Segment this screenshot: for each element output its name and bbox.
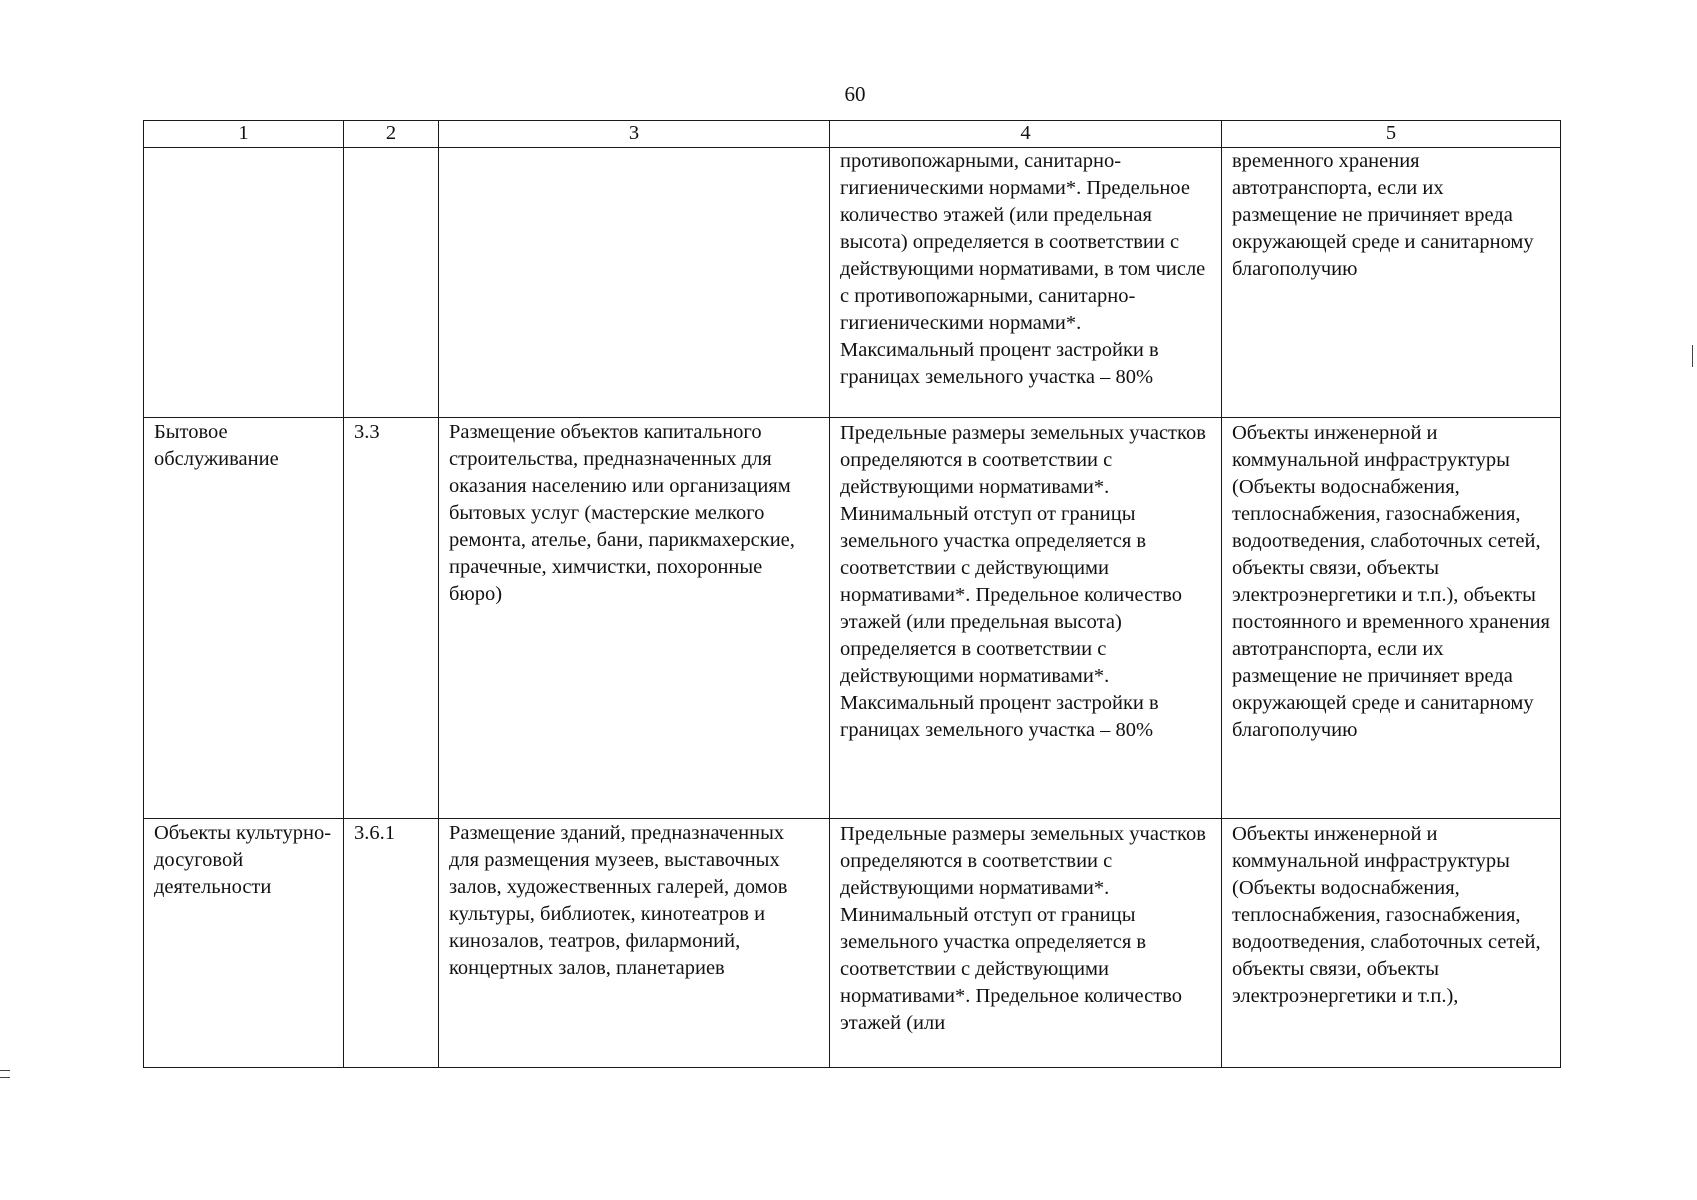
scan-edge-mark [1692, 345, 1697, 367]
use-description-cell: Размещение объектов капитального строительства, предназначенных для оказания населению или организациям бытовых услуг (мастерские мелкого ремонта, ателье, бани, парикмахерские, прачечные, химчистки, похоронные бюро) [439, 418, 830, 819]
page-number: 60 [844, 82, 866, 106]
table-header-row [144, 121, 1561, 148]
column-header-3: 3 [439, 121, 830, 148]
column-header-1: 1 [144, 121, 344, 148]
use-description-cell [439, 148, 830, 418]
table-row [144, 819, 1561, 1068]
land-use-table [143, 120, 1561, 1068]
use-description-cell: Размещение зданий, предназначенных для размещения музеев, выставочных залов, художественных галерей, домов культуры, библиотек, кинотеатров и кинозалов, театров, филармоний, концертных залов, планетариев [439, 819, 830, 1068]
parameters-cell: Предельные размеры земельных участков определяются в соответствии с действующими нормативами*. Минимальный отступ от границы земельного участка определяется в соответствии с действующими нормативами*. Предельное количество этажей (или предельная высота) определяется в соответствии с действующими нормативами*. Максимальный процент застройки в границах земельного участка – 80% [830, 418, 1222, 819]
auxiliary-uses-cell: Объекты инженерной и коммунальной инфраструктуры (Объекты водоснабжения, теплоснабжения, газоснабжения, водоотведения, слаботочных сетей, объекты связи, объекты электроэнергетики и т.п.), [1222, 819, 1561, 1068]
column-header-4: 4 [830, 121, 1222, 148]
parameters-cell: противопожарными, санитарно-гигиеническими нормами*. Предельное количество этажей (или предельная высота) определяется в соответствии с действующими нормативами, в том числе с противопожарными, санитарно-гигиеническими нормами*. Максимальный процент застройки в границах земельного участка – 80% [830, 148, 1222, 418]
scan-edge-mark [0, 1070, 10, 1078]
use-code-cell [344, 148, 439, 418]
column-header-5: 5 [1222, 121, 1561, 148]
use-type-cell: Бытовое обслуживание [144, 418, 344, 819]
column-header-2: 2 [344, 121, 439, 148]
auxiliary-uses-cell: Объекты инженерной и коммунальной инфраструктуры (Объекты водоснабжения, теплоснабжения, газоснабжения, водоотведения, слаботочных сетей, объекты связи, объекты электроэнергетики и т.п.), объекты постоянного и временного хранения автотранспорта, если их размещение не причиняет вреда окружающей среде и санитарному благополучию [1222, 418, 1561, 819]
use-type-cell: Объекты культурно-досуговой деятельности [144, 819, 344, 1068]
table-row [144, 148, 1561, 418]
use-code-cell: 3.3 [344, 418, 439, 819]
use-type-cell [144, 148, 344, 418]
table-row [144, 418, 1561, 819]
auxiliary-uses-cell: временного хранения автотранспорта, если их размещение не причиняет вреда окружающей среде и санитарному благополучию [1222, 148, 1561, 418]
use-code-cell: 3.6.1 [344, 819, 439, 1068]
parameters-cell: Предельные размеры земельных участков определяются в соответствии с действующими нормативами*. Минимальный отступ от границы земельного участка определяется в соответствии с действующими нормативами*. Предельное количество этажей (или [830, 819, 1222, 1068]
